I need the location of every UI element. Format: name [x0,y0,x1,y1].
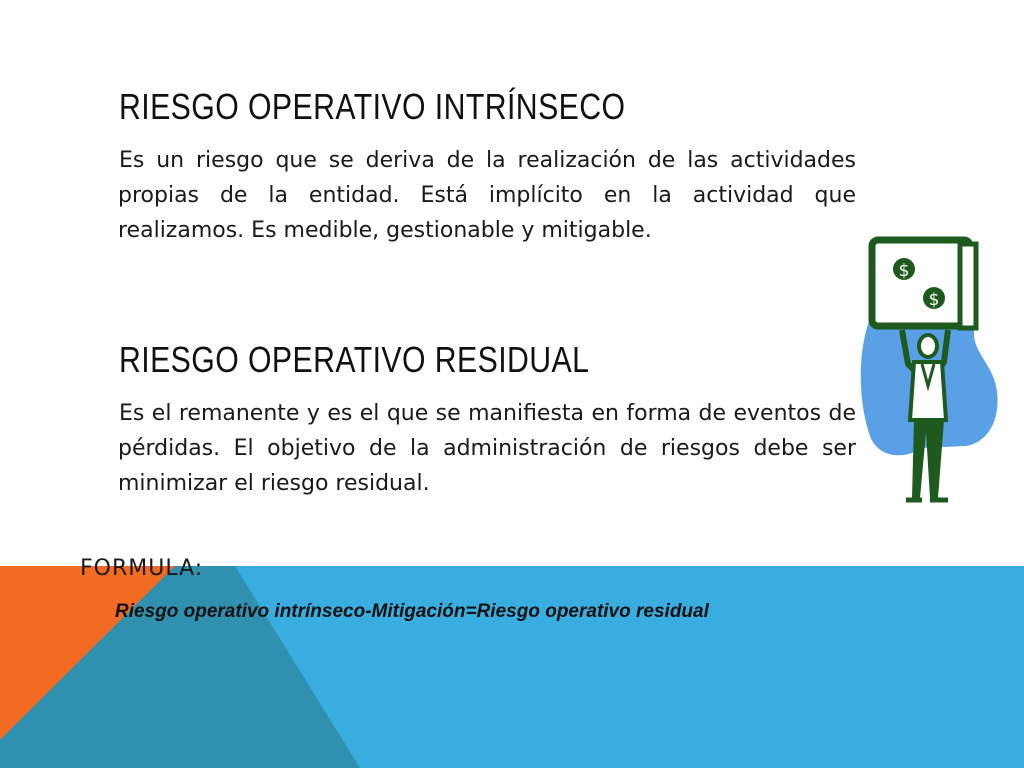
dollar-sign-2: $ [928,290,940,310]
heading-intrinsic-risk: RIESGO OPERATIVO INTRÍNSECO [119,86,626,127]
person-lifting-money-safe-icon [856,236,1004,510]
paragraph-intrinsic-risk: Es un riesgo que se deriva de la realización de las actividades propias de la entidad. Está implícito en la actividad que realizamos. Es medible, gestionable y mitigable. [118,148,856,243]
formula-label: FORMULA: [80,556,204,581]
formula-text: Riesgo operativo intrínseco-Mitigación=Riesgo operativo residual [115,601,709,622]
dollar-sign-1: $ [898,261,910,281]
legs [912,420,944,498]
paragraph-residual-risk: Es el remanente y es el que se manifiesta en forma de eventos de pérdidas. El objetivo de la administración de riesgos debe ser minimizar el riesgo residual. [118,401,856,496]
safe-side [960,244,976,328]
safe-body [872,240,970,326]
heading-residual-risk: RIESGO OPERATIVO RESIDUAL [119,339,590,380]
head [919,335,937,357]
